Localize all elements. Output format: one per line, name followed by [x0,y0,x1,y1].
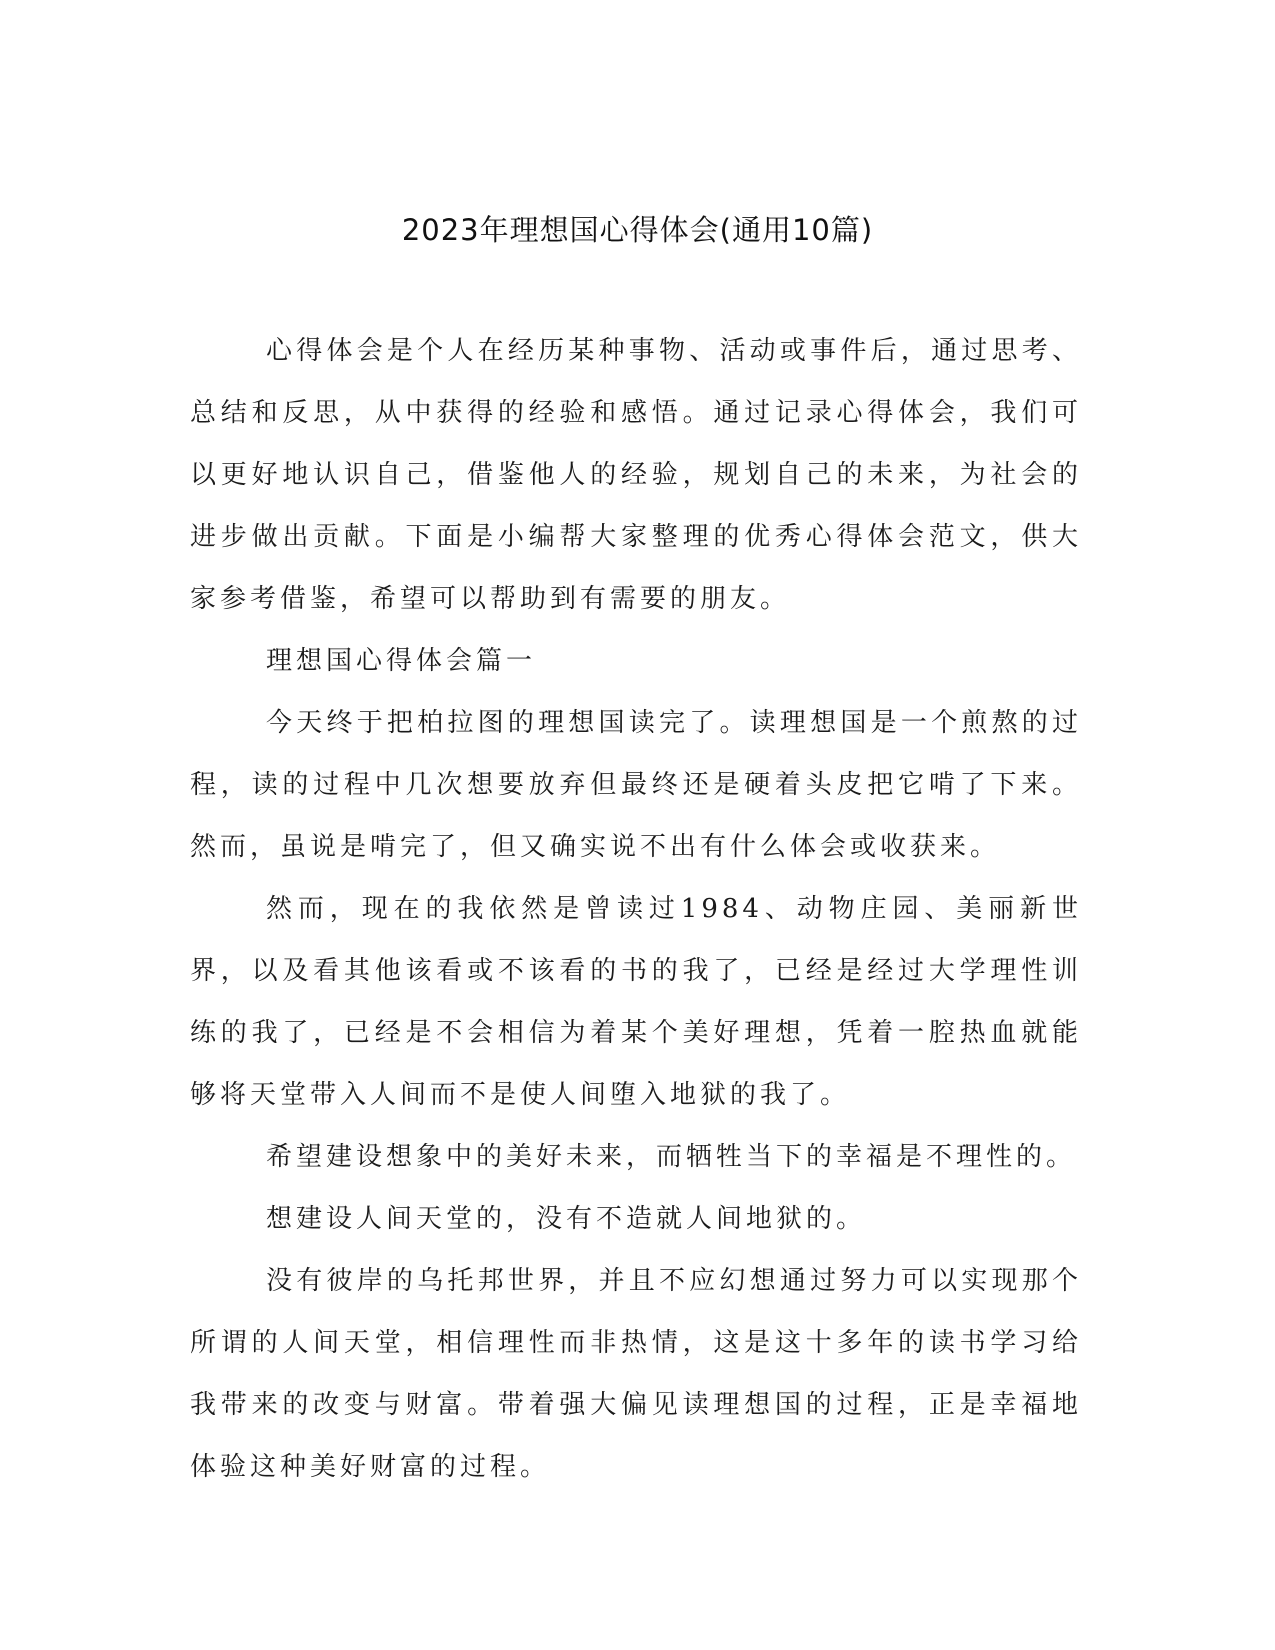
body-paragraph: 今天终于把柏拉图的理想国读完了。读理想国是一个煎熬的过程，读的过程中几次想要放弃但最终还是硬着头皮把它啃了下来。然而，虽说是啃完了，但又确实说不出有什么体会或收获来。 [190,708,1082,862]
body-paragraph: 想建设人间天堂的，没有不造就人间地狱的。 [266,1204,867,1234]
intro-paragraph: 心得体会是个人在经历某种事物、活动或事件后，通过思考、总结和反思，从中获得的经验和感悟。通过记录心得体会，我们可以更好地认识自己，借鉴他人的经验，规划自己的未来，为社会的进步做出贡献。下面是小编帮大家整理的优秀心得体会范文，供大家参考借鉴，希望可以帮助到有需要的朋友。 [190,336,1082,614]
document-body [190,320,1082,1498]
body-paragraph: 没有彼岸的乌托邦世界，并且不应幻想通过努力可以实现那个所谓的人间天堂，相信理性而非热情，这是这十多年的读书学习给我带来的改变与财富。带着强大偏见读理想国的过程，正是幸福地体验这种美好财富的过程。 [190,1266,1082,1482]
section-heading: 理想国心得体会篇一 [266,646,537,676]
body-paragraph: 希望建设想象中的美好未来，而牺牲当下的幸福是不理性的。 [266,1142,1077,1172]
document-title: 2023年理想国心得体会(通用10篇) [401,213,874,247]
body-paragraph: 然而，现在的我依然是曾读过1984、动物庄园、美丽新世界，以及看其他该看或不该看的书的我了，已经是经过大学理性训练的我了，已经是不会相信为着某个美好理想，凭着一腔热血就能够将天堂带入人间而不是使人间堕入地狱的我了。 [190,894,1082,1110]
